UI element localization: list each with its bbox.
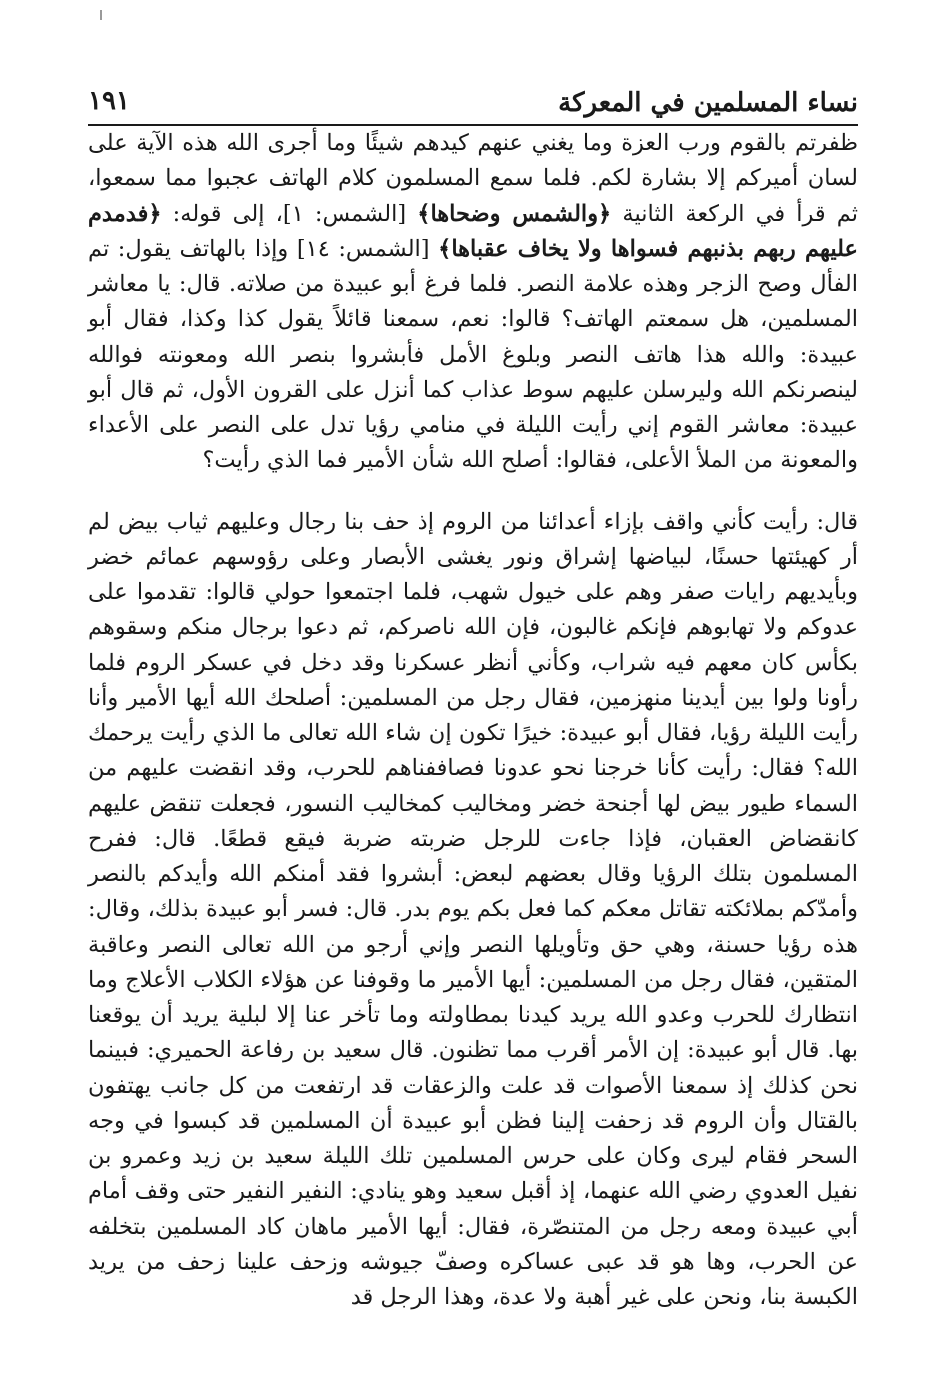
quran-quote-1: ﴿والشمس وضحاها﴾ [417,200,612,227]
paragraph-1 [88,126,858,479]
body-text [88,126,858,1315]
page-header [88,82,858,122]
running-title: نساء المسلمين في المعركة [558,88,858,118]
paragraph-2: قال: رأيت كأني واقف بإزاء أعدائنا من الروم إذ حف بنا رجال وعليهم ثياب بيض لم أر كهيئتها حسنًا، لبياضها إشراق ونور يغشى الأبصار وعلى رؤوسهم عمائم خضر وبأيديهم رايات صفر وهم على خيول شهب، فلما اجتمعوا حولي قالوا: تقدموا على عدوكم ولا تهابوهم فإنكم غالبون، فإن الله ناصركم، ثم دعوا برجال منكم وسقوهم بكأس كان معهم فيه شراب، وكأني أنظر عسكرنا وقد دخل في عسكر الروم فلما رأونا ولوا بين أيدينا منهزمين، فقال رجل من المسلمين: أصلحك الله أيها الأمير وأنا رأيت الليلة رؤيا، فقال أبو عبيدة: خيرًا تكون إن شاء الله تعالى ما الذي رأيت يرحمك الله؟ فقال: رأيت كأنا خرجنا نحو عدونا فصاففناهم للحرب، وقد انقضت عليهم من السماء طيور بيض لها أجنحة خضر ومخاليب كمخاليب النسور، فجعلت تنقض عليهم كانقضاض العقبان، فإذا جاءت للرجل ضربته ضربة فيقع قطعًا. قال: ففرح المسلمون بتلك الرؤيا وقال بعضهم لبعض: أبشروا فقد أمنكم الله وأيدكم بالنصر وأمدّكم بملائكته تقاتل معكم كما فعل بكم يوم بدر. قال: فسر أبو عبيدة بذلك، وقال: هذه رؤيا حسنة، وهي حق وتأويلها النصر وإني أرجو من الله تعالى النصر وعاقبة المتقين، فقال رجل من المسلمين: أيها الأمير ما وقوفنا عن هؤلاء الكلاب الأعلاج وما انتظارك للحرب وعدو الله يريد كيدنا بمطاولته وما تأخر عنا إلا لبلية يريد أن يوقعنا بها. قال أبو عبيدة: إن الأمر أقرب مما تظنون. قال سعيد بن رفاعة الحميري: فبينما نحن كذلك إذ سمعنا الأصوات قد علت والزعقات قد ارتفعت من كل جانب يهتفون بالقتال وأن الروم قد زحفت إلينا فظن أبو عبيدة أن المسلمين قد كبسوا في وجه السحر فقام ليرى وكان على حرس المسلمين تلك الليلة سعيد بن زيد وعمرو بن نفيل العدوي رضي الله عنهما، إذ أقبل سعيد وهو ينادي: النفير النفير حتى وقف أمام أبي عبيدة ومعه رجل من المتنصّرة، فقال: أيها الأمير ماهان كاد المسلمين بتخلفه عن الحرب، وها هو قد عبى عساكره وصفّ جيوشه وزحف علينا زحف من يريد الكبسة بنا، ونحن على غير أهبة ولا عدة، وهذا الرجل قد [88,508,858,1310]
scan-mark [100,10,102,20]
page-number: ١٩١ [88,86,130,116]
paragraph-1-part-a: ظفرتم بالقوم ورب العزة وما يغني عنهم كيدهم شيئًا وما أجرى الله هذه الآية على لسان أميركم إلا بشارة لكم. فلما سمع المسلمون كلام الهاتف عجبوا مما سمعوا، ثم قرأ في الركعة الثانية [88,130,859,227]
paragraph-1-part-c: [الشمس: ١٤] وإذا بالهاتف يقول: تم الفأل وصح الزجر وهذه علامة النصر. فلما فرغ أبو عبيدة من صلاته. قال: يا معاشر المسلمين، هل سمعتم الهاتف؟ قالوا: نعم، سمعنا قائلاً يقول كذا وكذا، فقال أبو عبيدة: والله هذا هاتف النصر وبلوغ الأمل فأبشروا بنصر الله ومعونته فوالله لينصرنكم الله وليرسلن عليهم سوط عذاب كما أنزل على القرون الأول، ثم قال أبو عبيدة: معاشر القوم إني رأيت الليلة في منامي رؤيا تدل على النصر على الأعداء والمعونة من الملأ الأعلى، فقالوا: أصلح الله شأن الأمير فما الذي رأيت؟ [88,235,858,474]
quran-quote-2: ﴿فدمدم عليهم ربهم بذنبهم فسواها ولا يخاف عقباها﴾ [88,200,858,262]
paragraph-1-part-b: [الشمس: ١]، إلى قوله: [172,200,407,227]
